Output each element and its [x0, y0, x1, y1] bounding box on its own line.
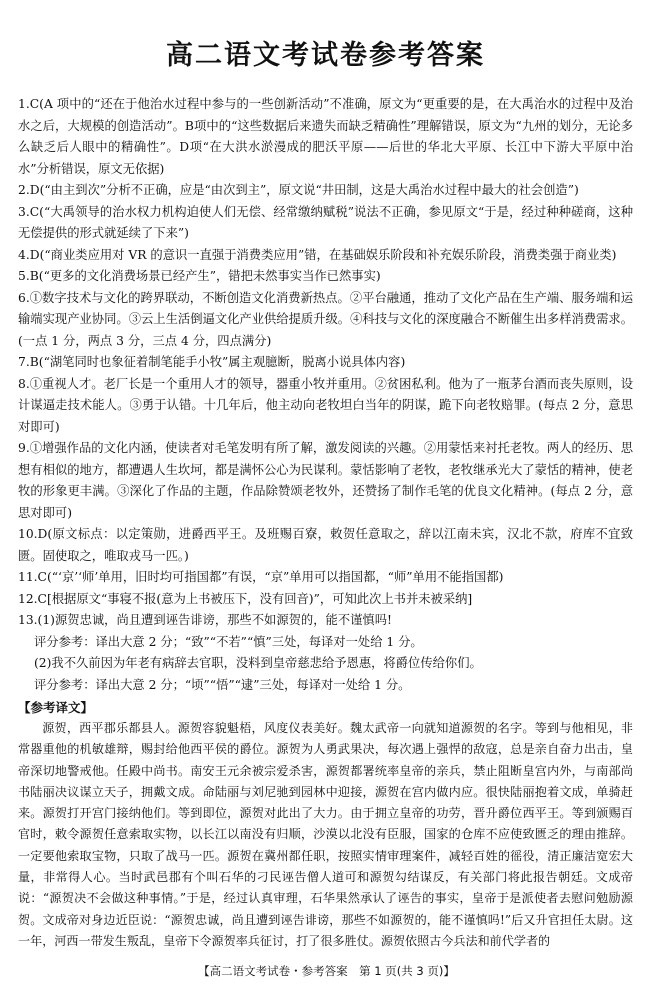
answer-item-13-part-2: (2)我不久前因为年老有病辞去官职，没料到皇帝慈悲给予恩惠，将爵位传给你们。	[34, 656, 482, 670]
answer-item-11: 11.C(“‘京’‘师’单用，旧时均可指国都”有误，“京”单用可以指国都，“师”单用不能指国都)	[18, 570, 504, 584]
answer-item-10: 10.D(原文标点：以定策勋，进爵西平王。及班赐百寮，敕贺任意取之，辞以江南未宾，汉北不款，府库不宜致匮。固使取之，唯取戎马一匹。)	[18, 527, 633, 563]
answer-item-6: 6.①数字技术与文化的跨界联动，不断创造文化消费新热点。②平台融通，推动了文化产品在生产端、服务端和运输端实现产业协同。③云上生活倒逼文化产业供给提质升级。④科技与文化的深度融合不断催生出多样消费需求。(一点 1 分，两点 3 分，三点 4 分，四点满分)	[18, 290, 633, 348]
answer-item-1: 1.C(A 项中的“还在于他治水过程中参与的一些创新活动”不准确，原文为“更重要的是，在大禹治水的过程中及治水之后，大规模的创造活动”。B项中的“这些数据后来遗失而缺乏精确性”理解错误，原文为“九州的划分，无论多么缺乏后人眼中的精确性”。D项“在大洪水淤漫成的肥沃平原——后世的华北大平原、长江中下游大平原中治水”分析错误，原文无依据)	[18, 97, 633, 176]
answer-item-3: 3.C(“大禹领导的治水权力机构迫使人们无偿、经常缴纳赋税”说法不正确，参见原文“于是，经过种种磋商，这种无偿提供的形式就延续了下来”)	[18, 204, 633, 240]
answer-item-7: 7.B(“湖笔同时也象征着制笔能手小牧”属主观臆断，脱离小说具体内容)	[18, 355, 406, 369]
scoring-note-2: 评分参考：译出大意 2 分；“顷”“悟”“逮”三处，每译对一处给 1 分。	[34, 677, 411, 692]
answer-item-2: 2.D(“由主到次”分析不正确，应是“由次到主”，原文说“井田制，这是大禹治水过程中最大的社会创造”)	[18, 183, 579, 197]
answer-item-12: 12.C[根据原文“事寝不报(意为上书被压下，没有回音)”，可知此次上书并未被采纳]	[18, 591, 473, 606]
translation-heading: 【参考译文】	[18, 700, 94, 715]
scoring-note-1: 评分参考：译出大意 2 分；“致”“不若”“慎”三处，每译对一处给 1 分。	[34, 634, 423, 649]
answer-item-13: 13.(1)源贺忠诚，尚且遭到诬告诽谤，那些不如源贺的，能不谨慎吗!	[18, 613, 392, 627]
answer-item-5: 5.B(“更多的文化消费场景已经产生”，错把未然事实当作已然事实)	[18, 269, 381, 283]
answer-item-4: 4.D(“商业类应用对 VR 的意识一直强于消费类应用”错，在基础娱乐阶段和补充娱乐阶段，消费类强于商业类)	[18, 247, 617, 262]
answer-list	[18, 94, 633, 696]
document-title: 高二语文考试卷参考答案	[166, 40, 485, 71]
answer-item-8: 8.①重视人才。老厂长是一个重用人才的领导，器重小牧并重用。②贫困私利。他为了一瓶茅台酒而丧失原则，设计谋逼走技术能人。③勇于认错。十几年后，他主动向老牧坦白当年的阴谋，跪下向老牧赔罪。(每点 2 分，意思对即可)	[18, 376, 633, 434]
translation-text: 源贺，西平郡乐都县人。源贺容貌魁梧，风度仪表美好。魏太武帝一向就知道源贺的名字。等到与他相见，非常器重他的机敏雄辩，赐封给他西平侯的爵位。源贺为人勇武果决，每次遇上强悍的敌寇，总是亲自奋力出击，皇帝深切地警戒他。任殿中尚书。南安王元余被宗爱杀害，源贺都署统率皇帝的亲兵，禁止阻断皇宫内外，与南部尚书陆丽决议谋立天子，拥戴文成。命陆丽与刘尼驰到园林中迎接，源贺在宫内做内应。很快陆丽抱着文成，单骑赶来。源贺打开宫门接纳他们。等到即位，源贺对此出了大力。由于拥立皇帝的功劳，晋升爵位西平王。等到颁赐百官时，敕令源贺任意索取实物，以长江以南没有归顺，沙漠以北没有臣服，国家的仓库不应使致匮乏的理由推辞。一定要他索取宝物，只取了战马一匹。源贺在冀州都任职，按照实情审理案件，减轻百姓的徭役，清正廉洁宽宏大量，非常得人心。当时武邑郡有个叫石华的刁民诬告僧人道可和源贺勾结谋反，有关部门将此报告朝廷。文成帝说：“源贺决不会做这种事情。”于是，经过认真审理，石华果然承认了诬告的事实，皇帝于是派使者去慰问勉励源贺。文成帝对身边近臣说：“源贺忠诚，尚且遭到诬告诽谤，那些不如源贺的，能不谨慎吗!”后又升官担任太尉。这一年，河西一带发生叛乱，皇帝下令源贺率兵征讨，打了很多胜仗。源贺依照古今兵法和前代学者的	[18, 721, 633, 948]
page-footer: 【高二语文考试卷・参考答案 第 1 页(共 3 页)】	[198, 964, 455, 978]
answer-item-9: 9.①增强作品的文化内涵，使读者对毛笔发明有所了解，激发阅读的兴趣。②用蒙恬来衬托老牧。两人的经历、思想有相似的地方，都遭遇人生坎坷，都是满怀公心为民谋利。蒙恬影响了老牧，老牧继承光大了蒙恬的精神，使老牧的形象更丰满。③深化了作品的主题，作品除赞颂老牧外，还赞扬了制作毛笔的优良文化精神。(每点 2 分，意思对即可)	[18, 441, 633, 520]
